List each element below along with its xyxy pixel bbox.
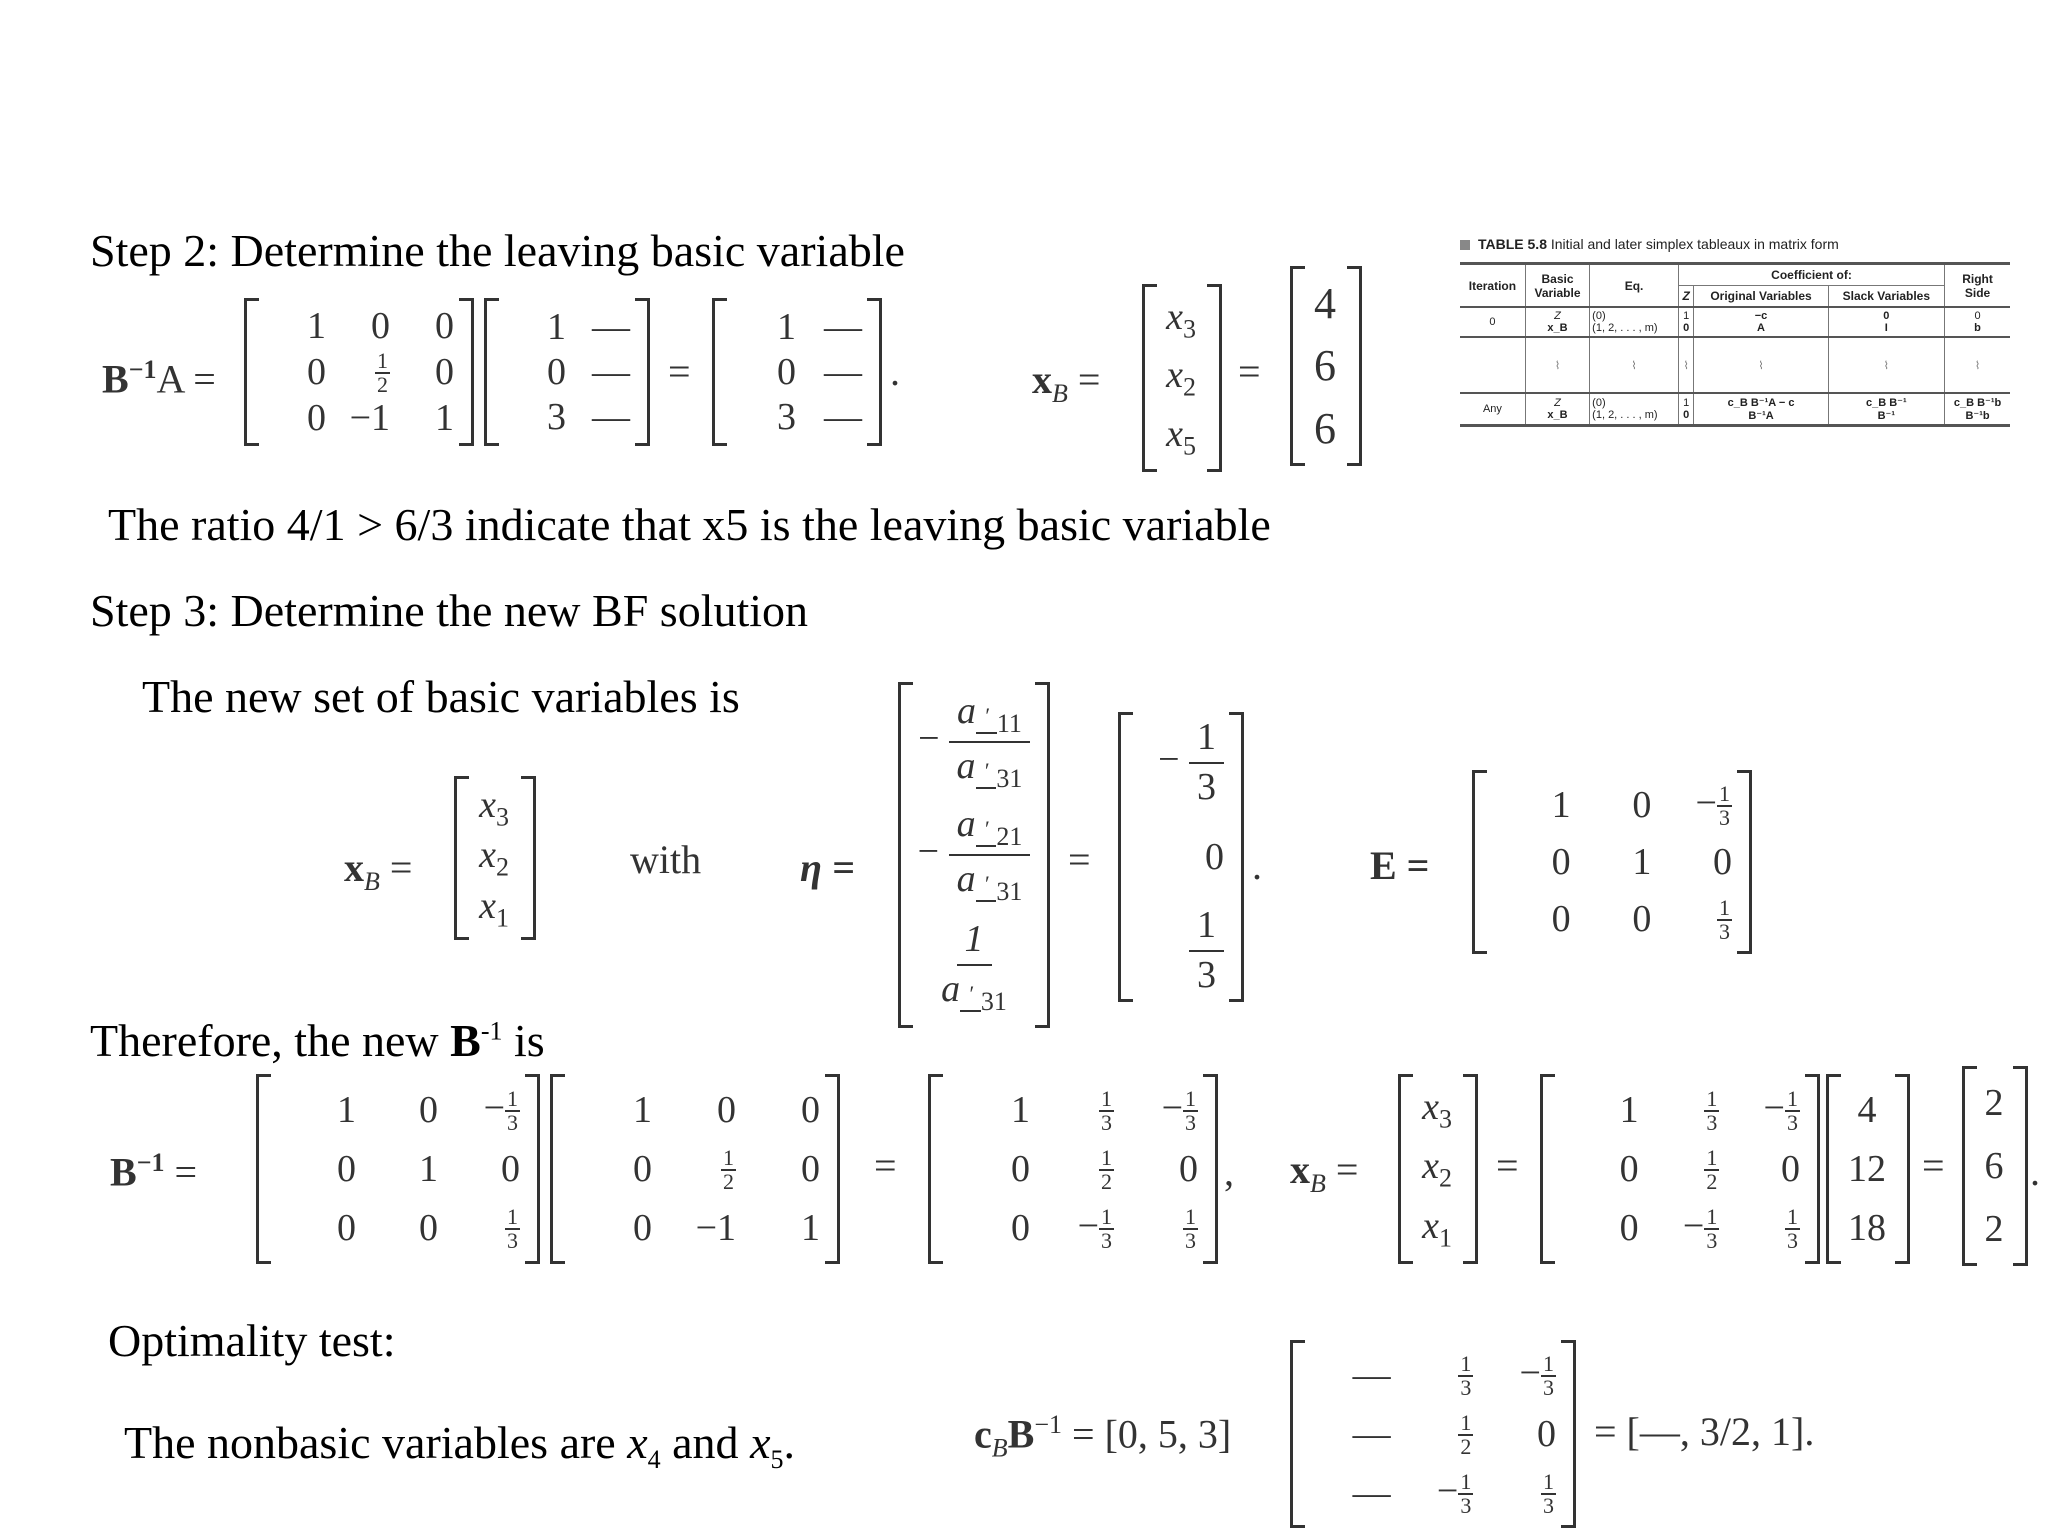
therefore-xb-vars [1398, 1074, 1478, 1264]
vector-cell: 2 [1984, 1082, 2004, 1125]
vector-cell: $x_2$ [479, 834, 509, 882]
equals-sign: = [1238, 349, 1261, 394]
matrix-cell: — [592, 305, 630, 348]
equals-sign: = [668, 349, 691, 394]
vector-cell: $x_2$ [1422, 1145, 1452, 1193]
matrix-cell: $\frac{1}{3}$ [1542, 1468, 1554, 1518]
matrix-cell: −1 [695, 1207, 736, 1250]
eta-vector-symbolic [898, 682, 1050, 1028]
matrix-cell: − $\frac{1}{3}$ [1682, 1204, 1718, 1254]
table-row: 0 Z x_B (0) (1, 2, . . . , m) 1 0 −c A 0 I 0 b [1460, 307, 2010, 337]
matrix-cell: — [1352, 1412, 1391, 1455]
eta-value: − $\frac{1}{3}$ [1158, 718, 1224, 808]
vector-cell: 6 [1984, 1144, 2004, 1187]
matrix-cell: — [1352, 1354, 1391, 1397]
matrix-cell: − $\frac{1}{3}$ [1436, 1468, 1472, 1518]
binv-label: $B^{-1}$ = [110, 1148, 198, 1195]
vector-cell: $x_3$ [479, 783, 509, 832]
e-matrix-cell: $\frac{1}{3}$ [1718, 895, 1730, 945]
e-matrix-cell: 1 [1551, 783, 1571, 826]
matrix-cell: 0 [435, 351, 454, 394]
vector-cell: $x_2$ [1166, 354, 1196, 402]
period: . [1252, 843, 1262, 888]
matrix-cell: $\frac{1}{3}$ [1786, 1204, 1798, 1254]
vector-cell: $x_1$ [479, 884, 509, 933]
matrix-cell: 0 [1011, 1147, 1030, 1190]
table-caption: TABLE 5.8 Initial and later simplex tableaux in matrix form [1460, 236, 2010, 252]
therefore-matrix-e [256, 1074, 540, 1264]
ratio-text: The ratio 4/1 > 6/3 indicate that x5 is the leaving basic variable [108, 499, 1271, 550]
eta-entry: − $\frac{a ' _{21}}{a ' _{31}}$ [918, 805, 1031, 905]
vector-cell: 12 [1848, 1147, 1886, 1190]
simplex-tableau-table [1460, 236, 2010, 427]
matrix-cell: 1 [1011, 1088, 1030, 1131]
xb-label: $x_B$ = [1032, 357, 1101, 408]
matrix-cell: 0 [633, 1147, 652, 1190]
step2-matrix-result [712, 298, 882, 446]
step3-intro: The new set of basic variables is [142, 671, 740, 722]
matrix-cell: 1 [547, 305, 566, 348]
equals-sign: = [1496, 1143, 1519, 1188]
matrix-cell: − $\frac{1}{3}$ [1763, 1085, 1798, 1135]
matrix-cell: $\frac{1}{2}$ [1101, 1145, 1112, 1195]
step2-matrix-a [484, 298, 650, 446]
vector-cell: $x_3$ [1166, 295, 1196, 344]
vector-cell: 2 [1984, 1207, 2004, 1250]
matrix-cell: − $\frac{1}{3}$ [1519, 1351, 1554, 1401]
matrix-cell: 0 [419, 1088, 438, 1131]
step2-heading: Step 2: Determine the leaving basic variable [90, 225, 905, 276]
matrix-cell: — [824, 396, 862, 439]
new-basic-vars-vector [454, 776, 536, 940]
vector-cell: 18 [1848, 1207, 1886, 1250]
matrix-cell: 0 [717, 1088, 736, 1131]
matrix-cell: 0 [307, 351, 326, 394]
matrix-cell: — [1352, 1471, 1391, 1514]
matrix-cell: 0 [1011, 1207, 1030, 1250]
e-matrix [1472, 770, 1752, 954]
xb-label: $x_B$ = [1290, 1147, 1359, 1198]
optimality-result: = [—, 3/2, 1]. [1594, 1409, 1815, 1454]
matrix-cell: 0 [633, 1207, 652, 1250]
matrix-cell: 1 [1619, 1088, 1639, 1131]
matrix-cell: 0 [1619, 1207, 1639, 1250]
matrix-cell: $\frac{1}{2}$ [377, 348, 388, 398]
eta-entry: − $\frac{a ' _{11}}{a ' _{31}}$ [918, 692, 1030, 792]
matrix-cell: $\frac{1}{3}$ [1101, 1085, 1112, 1135]
eta-vector-values [1118, 712, 1244, 1002]
vector-cell: $x_1$ [1422, 1204, 1452, 1253]
table-header: Basic Variable [1525, 264, 1589, 308]
table-header: Z [1678, 286, 1694, 308]
matrix-cell: 0 [337, 1147, 356, 1190]
matrix-cell: 1 [337, 1088, 356, 1131]
binv-a-label: $B^{-1}A$ = [102, 355, 216, 402]
matrix-cell: $\frac{1}{3}$ [1706, 1085, 1718, 1135]
therefore-matrix-binv-old [550, 1074, 840, 1264]
table-header: Iteration [1468, 278, 1517, 293]
e-matrix-cell: 0 [1551, 840, 1571, 883]
therefore-text: Therefore, the new $B^{-1}$ is [90, 1015, 545, 1066]
matrix-cell: 3 [547, 396, 566, 439]
vector-cell: 4 [1857, 1088, 1877, 1131]
xb-values-vector [1290, 266, 1362, 466]
e-label: E = [1370, 843, 1430, 888]
matrix-cell: — [824, 350, 862, 393]
matrix-cell: 0 [777, 350, 796, 393]
optimality-matrix [1290, 1340, 1576, 1528]
table-header: Slack Variables [1828, 286, 1944, 308]
eta-value: $\frac{1}{3}$ [1189, 906, 1224, 996]
matrix-cell: 0 [435, 305, 454, 347]
matrix-cell: 0 [371, 305, 390, 347]
matrix-cell: 0 [547, 350, 566, 393]
matrix-cell: 1 [435, 397, 454, 440]
eta-value: 0 [1205, 836, 1224, 878]
period: . [2030, 1149, 2040, 1194]
matrix-cell: — [592, 396, 630, 439]
matrix-cell: − $\frac{1}{3}$ [1077, 1204, 1112, 1254]
matrix-cell: 0 [307, 397, 326, 440]
comma: , [1224, 1149, 1234, 1194]
matrix-cell: $\frac{1}{3}$ [1460, 1351, 1472, 1401]
e-matrix-cell: 0 [1632, 783, 1652, 826]
matrix-cell: 1 [307, 305, 326, 347]
matrix-cell: $\frac{1}{3}$ [507, 1204, 518, 1254]
matrix-cell: − $\frac{1}{3}$ [1161, 1085, 1196, 1135]
e-matrix-cell: − $\frac{1}{3}$ [1695, 780, 1730, 830]
matrix-cell: − $\frac{1}{3}$ [483, 1085, 518, 1135]
matrix-cell: 0 [1536, 1412, 1556, 1455]
xb-label: $x_B$ = [344, 845, 413, 896]
table-header: Coefficient of: [1678, 264, 1944, 286]
matrix-cell: $\frac{1}{2}$ [723, 1145, 734, 1195]
therefore-matrix-binv-new-2 [1540, 1074, 1820, 1264]
vector-cell: $x_5$ [1166, 412, 1196, 461]
vector-cell: $x_3$ [1422, 1085, 1452, 1134]
with-label: with [630, 837, 702, 882]
table-header: Eq. [1590, 264, 1679, 308]
matrix-cell: $\frac{1}{2}$ [1706, 1145, 1718, 1195]
step2-matrix-binv [244, 298, 474, 446]
period: . [890, 349, 900, 394]
matrix-cell: 3 [777, 396, 796, 439]
therefore-result-vector [1962, 1066, 2028, 1266]
eta-entry: $\frac{1}{a ' _{31}}$ [941, 918, 1007, 1016]
matrix-cell: 0 [1179, 1147, 1198, 1190]
matrix-cell: 1 [777, 305, 796, 348]
step3-heading: Step 3: Determine the new BF solution [90, 585, 809, 636]
table-header: Original Variables [1694, 286, 1828, 308]
matrix-cell: — [824, 305, 862, 348]
matrix-cell: −1 [349, 397, 390, 440]
matrix-cell: — [592, 350, 630, 393]
eta-label: η = [800, 845, 855, 890]
xb-vars-vector [1142, 284, 1222, 472]
matrix-cell: 0 [801, 1088, 820, 1131]
cb-binv-label: $c_BB^{-1} = [0$, 5, 3] [974, 1410, 1232, 1463]
vector-cell: 4 [1314, 278, 1336, 328]
matrix-cell: 0 [1619, 1147, 1639, 1190]
matrix-cell: 1 [633, 1088, 652, 1131]
e-matrix-cell: 0 [1712, 840, 1732, 883]
matrix-cell: $\frac{1}{3}$ [1185, 1204, 1196, 1254]
equals-sign: = [1068, 837, 1091, 882]
optimality-heading: Optimality test: [108, 1315, 396, 1366]
e-matrix-cell: 1 [1632, 840, 1652, 883]
matrix-cell: 0 [337, 1207, 356, 1250]
table-header: Right Side [1945, 264, 2010, 308]
matrix-cell: 0 [801, 1147, 820, 1190]
equals-sign: = [1922, 1143, 1945, 1188]
matrix-cell: 1 [801, 1207, 820, 1250]
therefore-matrix-binv-new [928, 1074, 1218, 1264]
nonbasic-text: The nonbasic variables are $x_4$ and $x_5$. [124, 1417, 795, 1475]
matrix-cell: 0 [1780, 1147, 1800, 1190]
vector-cell: 6 [1314, 404, 1336, 454]
e-matrix-cell: 0 [1632, 898, 1652, 941]
matrix-cell: 1 [419, 1147, 438, 1190]
vector-cell: 6 [1314, 341, 1336, 391]
matrix-cell: 0 [419, 1207, 438, 1250]
table-row-gap: ⌇ ⌇ ⌇ ⌇ ⌇ ⌇ [1460, 337, 2010, 393]
equals-sign: = [874, 1143, 897, 1188]
matrix-cell: 0 [501, 1147, 520, 1190]
therefore-b-vector [1826, 1074, 1910, 1264]
table-row: Any Z x_B (0) (1, 2, . . . , m) 1 0 c_B B⁻¹A − c B⁻¹A c_B B⁻¹ B⁻¹ c_B B⁻¹b B⁻¹b [1460, 393, 2010, 426]
e-matrix-cell: 0 [1551, 898, 1571, 941]
matrix-cell: $\frac{1}{2}$ [1460, 1410, 1472, 1460]
